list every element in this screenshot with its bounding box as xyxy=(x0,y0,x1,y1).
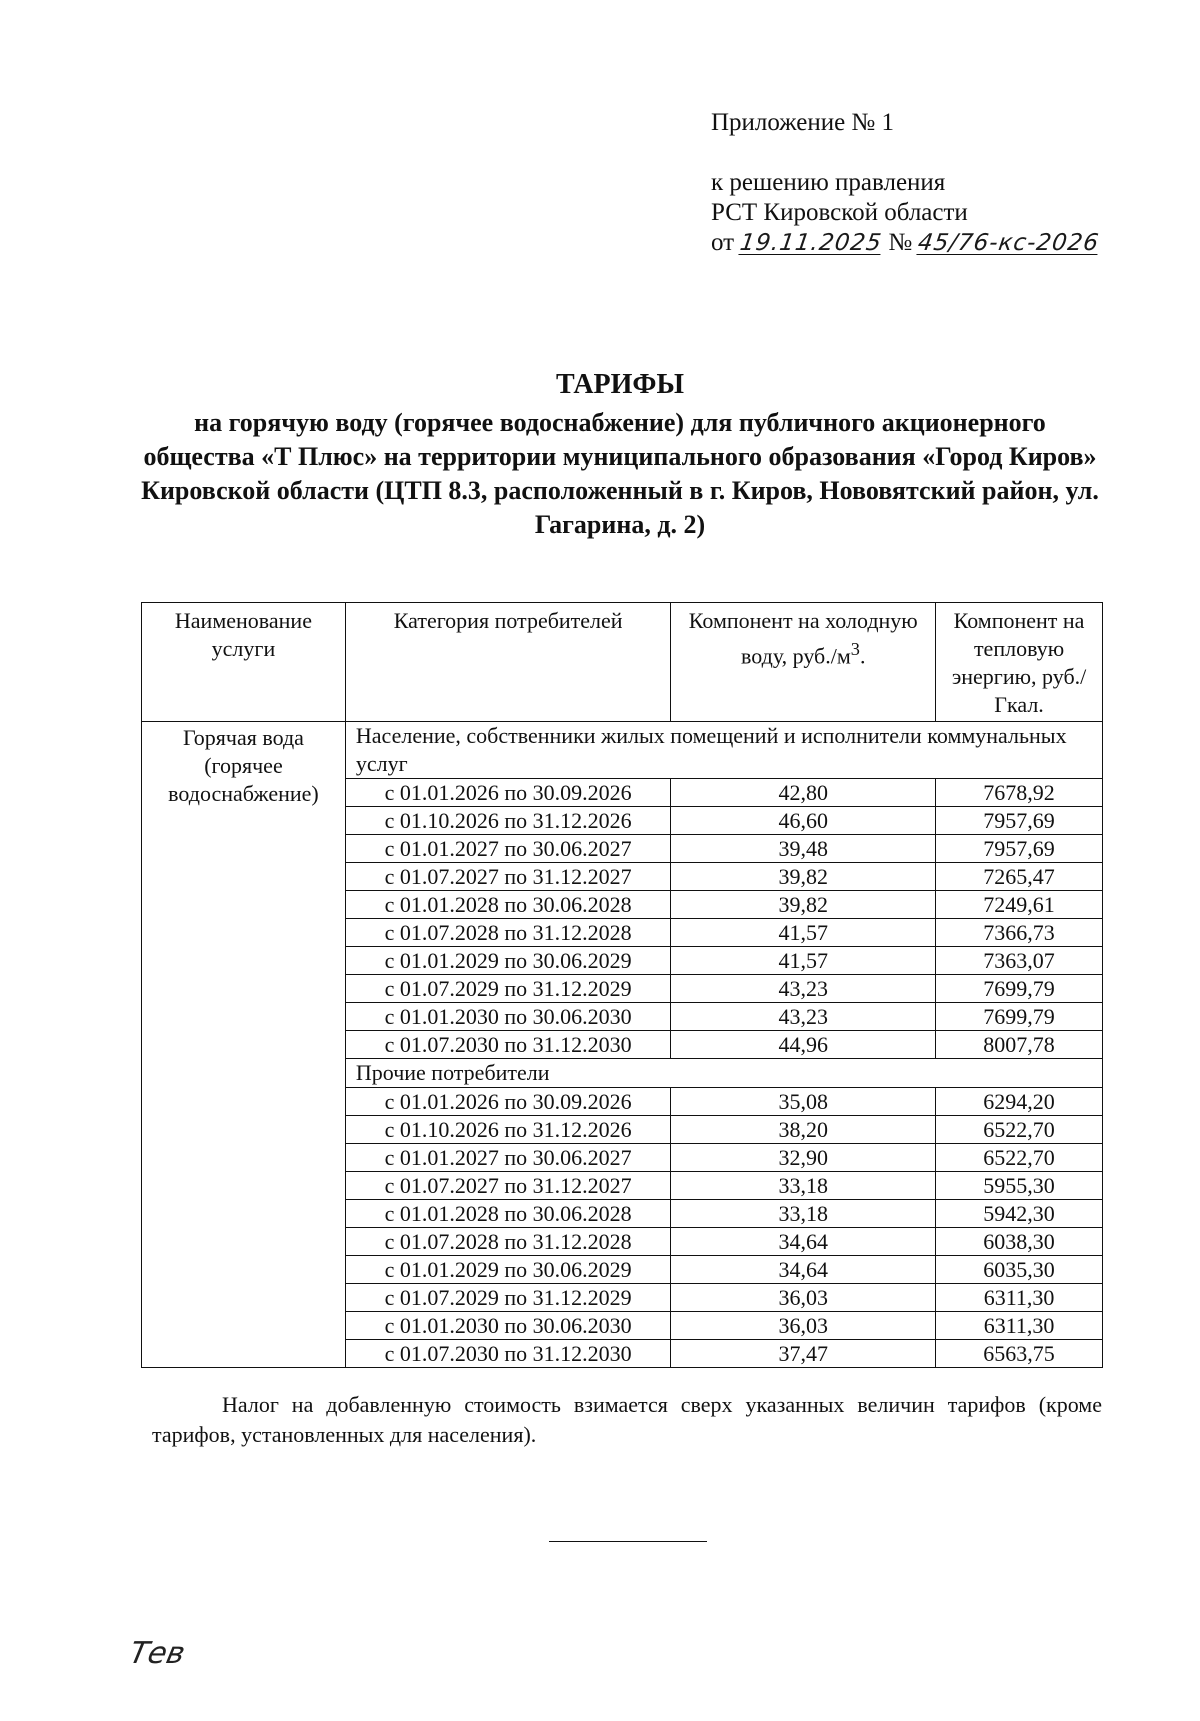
heat-cell: 5942,30 xyxy=(936,1200,1103,1228)
title-main: ТАРИФЫ xyxy=(556,369,684,400)
header-cold-water-text: Компонент на холодную воду, руб./м xyxy=(688,608,918,669)
cold-water-cell: 39,48 xyxy=(671,835,936,863)
table-header-row xyxy=(142,603,1103,722)
title-subtitle: на горячую воду (горячее водоснабжение) для публичного акционерного общества «Т Плюс» на территории муниципального образования «Город Киров» Кировской области (ЦТП 8.3, расположенный в г. Киров, Нововятский район, ул. Гагарина, д. 2) xyxy=(141,408,1099,539)
header-cold-water-sup: 3 xyxy=(850,639,860,659)
cold-water-cell: 36,03 xyxy=(671,1312,936,1340)
handwritten-date: 19.11.2025 xyxy=(738,230,884,256)
heat-cell: 7699,79 xyxy=(936,1003,1103,1031)
from-label: от xyxy=(711,229,735,256)
header-category: Категория потребителей xyxy=(345,603,671,722)
heat-cell: 7265,47 xyxy=(936,863,1103,891)
header-cold-water xyxy=(671,603,936,722)
appendix-header xyxy=(711,108,1102,258)
heat-cell: 6035,30 xyxy=(936,1256,1103,1284)
period-cell: с 01.01.2029 по 30.06.2029 xyxy=(345,1256,671,1284)
cold-water-cell: 34,64 xyxy=(671,1228,936,1256)
period-cell: с 01.01.2026 по 30.09.2026 xyxy=(345,779,671,807)
category-label: Население, собственники жилых помещений и исполнители коммунальных услуг xyxy=(345,722,1102,779)
period-cell: с 01.01.2026 по 30.09.2026 xyxy=(345,1088,671,1116)
period-cell: с 01.07.2029 по 31.12.2029 xyxy=(345,975,671,1003)
cold-water-cell: 36,03 xyxy=(671,1284,936,1312)
category-label: Прочие потребители xyxy=(345,1059,1102,1088)
cold-water-cell: 39,82 xyxy=(671,891,936,919)
cold-water-cell: 44,96 xyxy=(671,1031,936,1059)
cold-water-cell: 41,57 xyxy=(671,947,936,975)
header-heat: Компонент на тепловую энергию, руб./Гкал. xyxy=(936,603,1103,722)
table-body xyxy=(142,722,1103,1368)
decision-line-2: РСТ Кировской области xyxy=(711,199,968,226)
heat-cell: 8007,78 xyxy=(936,1031,1103,1059)
document-title xyxy=(140,368,1100,542)
period-cell: с 01.01.2028 по 30.06.2028 xyxy=(345,891,671,919)
heat-cell: 6563,75 xyxy=(936,1340,1103,1368)
category-row xyxy=(142,722,1103,779)
cold-water-cell: 38,20 xyxy=(671,1116,936,1144)
period-cell: с 01.10.2026 по 31.12.2026 xyxy=(345,807,671,835)
cold-water-cell: 41,57 xyxy=(671,919,936,947)
heat-cell: 6311,30 xyxy=(936,1312,1103,1340)
period-cell: с 01.01.2027 по 30.06.2027 xyxy=(345,835,671,863)
heat-cell: 7699,79 xyxy=(936,975,1103,1003)
spacer xyxy=(711,138,1099,168)
vat-note: Налог на добавленную стоимость взимается сверх указанных величин тарифов (кроме тарифов, установленных для населения). xyxy=(152,1392,1102,1447)
period-cell: с 01.01.2028 по 30.06.2028 xyxy=(345,1200,671,1228)
heat-cell: 7363,07 xyxy=(936,947,1103,975)
heat-cell: 7678,92 xyxy=(936,779,1103,807)
cold-water-cell: 33,18 xyxy=(671,1172,936,1200)
appendix-number: Приложение № 1 xyxy=(711,109,895,136)
period-cell: с 01.07.2028 по 31.12.2028 xyxy=(345,1228,671,1256)
service-name-cell: Горячая вода (горячее водоснабжение) xyxy=(142,722,346,1368)
heat-cell: 6038,30 xyxy=(936,1228,1103,1256)
cold-water-cell: 37,47 xyxy=(671,1340,936,1368)
heat-cell: 6522,70 xyxy=(936,1144,1103,1172)
header-cold-water-end: . xyxy=(859,643,866,669)
cold-water-cell: 32,90 xyxy=(671,1144,936,1172)
cold-water-cell: 42,80 xyxy=(671,779,936,807)
cold-water-cell: 34,64 xyxy=(671,1256,936,1284)
cold-water-cell: 35,08 xyxy=(671,1088,936,1116)
heat-cell: 7366,73 xyxy=(936,919,1103,947)
cold-water-cell: 46,60 xyxy=(671,807,936,835)
period-cell: с 01.07.2027 по 31.12.2027 xyxy=(345,1172,671,1200)
period-cell: с 01.07.2030 по 31.12.2030 xyxy=(345,1031,671,1059)
period-cell: с 01.10.2026 по 31.12.2026 xyxy=(345,1116,671,1144)
heat-cell: 6294,20 xyxy=(936,1088,1103,1116)
end-divider xyxy=(549,1541,707,1542)
tariff-table xyxy=(141,602,1103,1368)
period-cell: с 01.07.2027 по 31.12.2027 xyxy=(345,863,671,891)
header-service: Наименование услуги xyxy=(142,603,346,722)
number-label: № xyxy=(888,229,913,256)
period-cell: с 01.07.2029 по 31.12.2029 xyxy=(345,1284,671,1312)
decision-line-1: к решению правления xyxy=(711,169,946,196)
cold-water-cell: 43,23 xyxy=(671,1003,936,1031)
handwritten-number: 45/76-кс-2026 xyxy=(916,230,1102,256)
heat-cell: 7249,61 xyxy=(936,891,1103,919)
heat-cell: 6311,30 xyxy=(936,1284,1103,1312)
heat-cell: 7957,69 xyxy=(936,807,1103,835)
period-cell: с 01.01.2029 по 30.06.2029 xyxy=(345,947,671,975)
cold-water-cell: 39,82 xyxy=(671,863,936,891)
cold-water-cell: 43,23 xyxy=(671,975,936,1003)
heat-cell: 6522,70 xyxy=(936,1116,1103,1144)
handwritten-initials: Тев xyxy=(126,1636,189,1671)
decision-date-line xyxy=(711,228,1102,258)
period-cell: с 01.01.2030 по 30.06.2030 xyxy=(345,1312,671,1340)
period-cell: с 01.07.2030 по 31.12.2030 xyxy=(345,1340,671,1368)
heat-cell: 7957,69 xyxy=(936,835,1103,863)
period-cell: с 01.01.2027 по 30.06.2027 xyxy=(345,1144,671,1172)
period-cell: с 01.01.2030 по 30.06.2030 xyxy=(345,1003,671,1031)
heat-cell: 5955,30 xyxy=(936,1172,1103,1200)
cold-water-cell: 33,18 xyxy=(671,1200,936,1228)
period-cell: с 01.07.2028 по 31.12.2028 xyxy=(345,919,671,947)
